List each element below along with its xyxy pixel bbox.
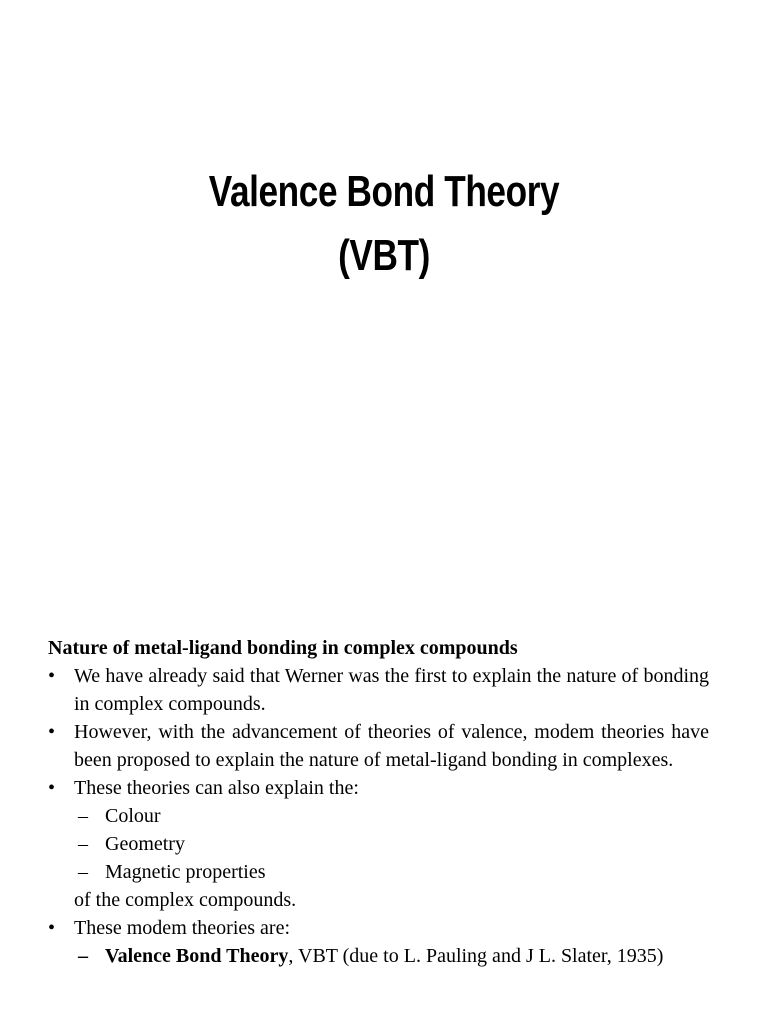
bullet-list [48, 662, 709, 970]
sub-item-text: Colour [105, 805, 161, 827]
sub-item-geometry [74, 830, 709, 858]
bullet-text: However, with the advancement of theories of valence, modem theories have been proposed to explain the nature of metal-ligand bonding in complexes. [74, 721, 709, 771]
bullet-icon: • [48, 777, 56, 799]
content-body [48, 634, 709, 970]
bullet-item-3 [48, 774, 709, 914]
sub-list [74, 942, 709, 970]
bullet-icon: • [48, 665, 56, 687]
dash-icon: – [78, 945, 88, 967]
title-line-2: (VBT) [338, 231, 430, 280]
dash-icon: – [78, 833, 88, 855]
theory-name: Valence Bond Theory [105, 945, 289, 967]
sub-item-colour [74, 802, 709, 830]
sub-list [74, 802, 709, 886]
theory-description: , VBT (due to L. Pauling and J L. Slater, 1935) [288, 945, 664, 967]
bullet-trailing-text: of the complex compounds. [74, 889, 297, 911]
slide-title [77, 160, 691, 288]
bullet-item-2 [48, 718, 709, 774]
bullet-text: These modem theories are: [74, 917, 291, 939]
sub-item-magnetic [74, 858, 709, 886]
sub-item-text: Magnetic properties [105, 861, 266, 883]
title-line-1: Valence Bond Theory [208, 167, 560, 216]
section-heading: Nature of metal-ligand bonding in complex compounds [48, 637, 518, 659]
bullet-item-1 [48, 662, 709, 718]
sub-item-text: Geometry [105, 833, 185, 855]
bullet-icon: • [48, 917, 56, 939]
dash-icon: – [78, 861, 88, 883]
bullet-text: These theories can also explain the: [74, 777, 359, 799]
bullet-item-4 [48, 914, 709, 970]
bullet-icon: • [48, 721, 56, 743]
sub-item-vbt [74, 942, 709, 970]
bullet-text: We have already said that Werner was the first to explain the nature of bonding in complex compounds. [74, 665, 709, 715]
dash-icon: – [78, 805, 88, 827]
